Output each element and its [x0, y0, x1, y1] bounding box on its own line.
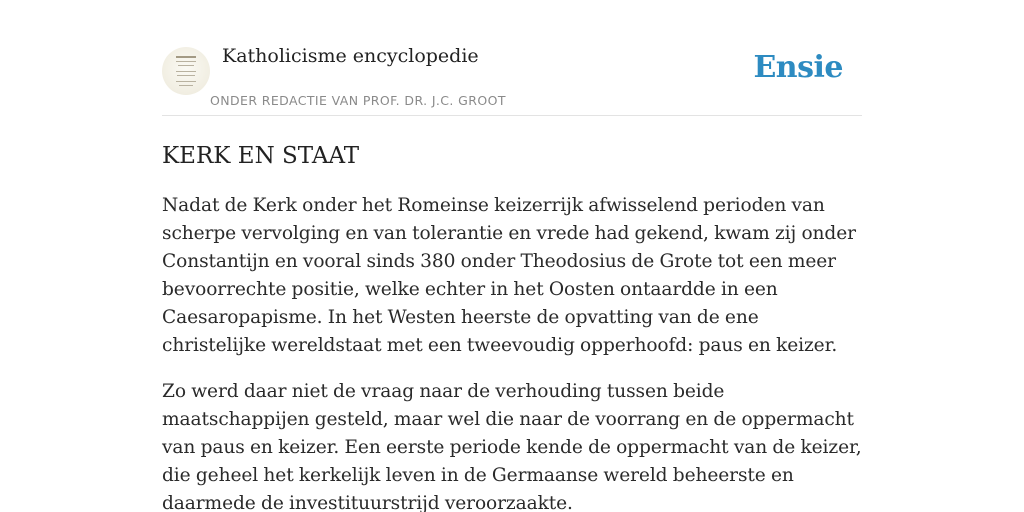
article-title: KERK EN STAAT: [162, 143, 360, 169]
book-cover-icon[interactable]: [162, 47, 210, 95]
ensie-logo[interactable]: Ensie: [753, 50, 843, 85]
article-paragraph: Nadat de Kerk onder het Romeinse keizerrijk afwisselend perioden van scherpe vervolging en van tolerantie en vrede had gekend, kwam zij onder Constantijn en vooral sinds 380 onder Theodosius de Grote tot een meer bevoorrechte positie, welke echter in het Oosten ontaardde in een Caesaropapisme. In het Westen heerste de opvatting van de ene christelijke wereldstaat met een tweevoudig opperhoofd: paus en keizer.: [162, 195, 856, 356]
article-body: [162, 192, 862, 512]
article-paragraph: Zo werd daar niet de vraag naar de verhouding tussen beide maatschappijen gesteld, maar wel die naar de voorrang en de oppermacht van paus en keizer. Een eerste periode kende de oppermacht van de keizer, die geheel het kerkelijk leven in de Germaanse wereld beheerste en daarmede de investituurstrijd veroorzaakte.: [162, 381, 862, 512]
site-header: [162, 0, 862, 116]
editor-line: ONDER REDACTIE VAN PROF. DR. J.C. GROOT: [210, 93, 506, 108]
book-title[interactable]: Katholicisme encyclopedie: [222, 45, 479, 67]
page: [162, 0, 862, 512]
